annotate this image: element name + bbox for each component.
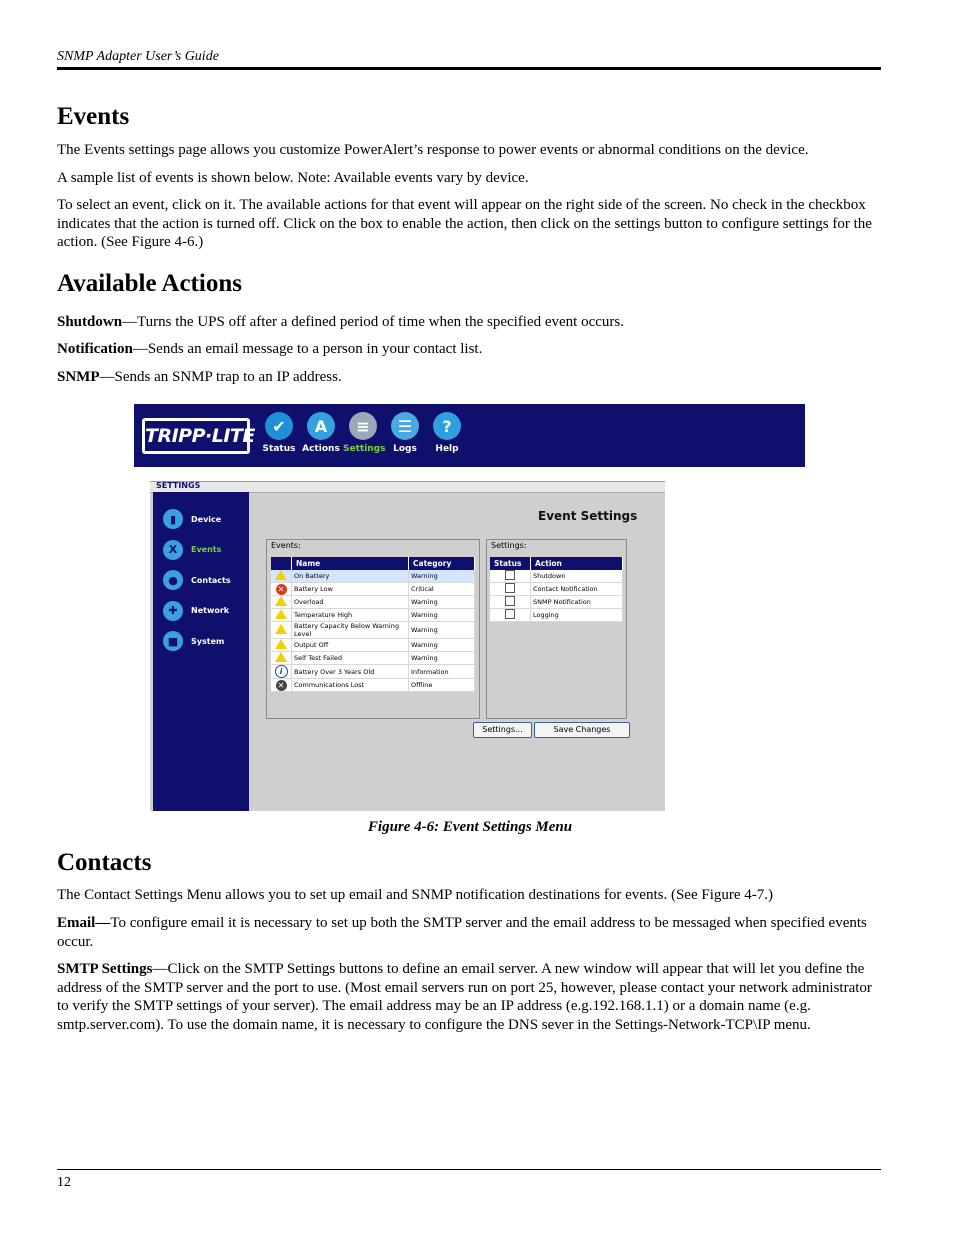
snmp-term: SNMP: [57, 369, 100, 385]
event-category: Warning: [409, 596, 475, 609]
network-icon: ✚: [163, 601, 183, 621]
event-icon-cell: [271, 679, 292, 692]
notification-text: —Sends an email message to a person in your contact list.: [132, 341, 483, 357]
sidebar-item-label: Events: [191, 545, 222, 554]
event-icon-cell: [271, 622, 292, 639]
warning-icon: [275, 652, 287, 662]
notification-term: Notification: [57, 341, 133, 357]
event-row[interactable]: [271, 570, 475, 583]
event-row[interactable]: [271, 622, 475, 639]
settings-sidebar: [153, 492, 249, 811]
event-icon-cell: [271, 652, 292, 665]
settings-icon: ≡: [349, 412, 377, 440]
event-name: Battery Over 3 Years Old: [292, 665, 409, 679]
warning-icon: [275, 570, 287, 580]
events-icon-header: [271, 557, 292, 570]
warning-icon: [275, 624, 287, 634]
sidebar-item-label: System: [191, 636, 225, 646]
action-row: [490, 596, 623, 609]
event-category: Warning: [409, 639, 475, 652]
save-changes-button[interactable]: Save Changes: [534, 722, 630, 738]
event-row[interactable]: [271, 652, 475, 665]
event-name: Self Test Failed: [292, 652, 409, 665]
event-icon-cell: [271, 639, 292, 652]
sidebar-item-contacts[interactable]: [163, 569, 231, 591]
settings-button[interactable]: Settings...: [473, 722, 532, 738]
event-name: Overload: [292, 596, 409, 609]
event-category: Warning: [409, 622, 475, 639]
event-row[interactable]: [271, 639, 475, 652]
footer-rule: [57, 1169, 881, 1170]
sidebar-item-events[interactable]: [163, 539, 221, 561]
info-icon: i: [275, 665, 288, 678]
action-status-cell: [490, 609, 531, 622]
nav-settings[interactable]: [343, 412, 386, 454]
shutdown-term: Shutdown: [57, 314, 123, 330]
email-text: To configure email it is necessary to set up both the SMTP server and the email address to be messaged when specified events occur.: [57, 915, 867, 950]
warning-icon: [275, 609, 287, 619]
contacts-icon: ●: [163, 570, 183, 590]
sidebar-item-network[interactable]: [163, 600, 229, 622]
action-row: [490, 609, 623, 622]
smtp-text: —Click on the SMTP Settings buttons to define an email server. A new window will appear that will let you define the address of the SMTP server and the port to use. (Most email servers run on port 25, however, please contact your network administrator to verify the SMTP settings of your server). The email address may be an IP address (e.g.192.168.1.1) or a domain name (e.g. smtp.server.com). To use the domain name, it is necessary to configure the DNS sever in the Settings-Network-TCP\IP menu.: [57, 961, 872, 1033]
warning-icon: [275, 596, 287, 606]
header-rule: [57, 67, 881, 70]
critical-icon: ✕: [276, 584, 287, 595]
events-table: [271, 557, 475, 692]
sidebar-item-label: Contacts: [191, 575, 231, 585]
action-status-cell: [490, 596, 531, 609]
event-icon-cell: [271, 596, 292, 609]
contacts-paragraph-1: The Contact Settings Menu allows you to set up email and SNMP notification destinations for events. (See Figure 4-7.): [57, 887, 774, 903]
actions-status-header: Status: [490, 557, 531, 570]
logs-icon: ☰: [391, 412, 419, 440]
figure-caption: Figure 4-6: Event Settings Menu: [367, 819, 573, 835]
actions-table: [490, 557, 623, 622]
checkmark-icon: ✔: [265, 412, 293, 440]
nav-label: Logs: [393, 444, 417, 454]
warning-icon: [275, 639, 287, 649]
offline-icon: ✕: [276, 680, 287, 691]
nav-label: Status: [262, 444, 296, 454]
event-category: Warning: [409, 609, 475, 622]
action-checkbox[interactable]: [505, 583, 515, 593]
events-name-header: Name: [292, 557, 409, 570]
snmp-paragraph: [57, 368, 879, 387]
nav-label: Settings: [343, 444, 386, 454]
heading-available-actions: Available Actions: [57, 270, 242, 297]
heading-events: Events: [57, 103, 130, 130]
actions-action-header: Action: [531, 557, 623, 570]
action-checkbox[interactable]: [505, 596, 515, 606]
nav-label: Actions: [302, 444, 340, 454]
event-name: Communications Lost: [292, 679, 409, 692]
event-icon-cell: [271, 570, 292, 583]
event-category: Information: [409, 665, 475, 679]
sidebar-item-device[interactable]: [163, 508, 221, 530]
running-header: SNMP Adapter User’s Guide: [57, 49, 219, 64]
page-number: 12: [57, 1175, 71, 1190]
action-checkbox[interactable]: [505, 609, 515, 619]
events-category-header: Category: [409, 557, 475, 570]
event-category: Critical: [409, 583, 475, 596]
device-icon: ▮: [163, 509, 183, 529]
nav-actions[interactable]: [301, 412, 341, 454]
shutdown-paragraph: [57, 313, 879, 332]
email-term: Email—: [57, 915, 111, 931]
sidebar-item-system[interactable]: [163, 630, 224, 652]
settings-strip-title: SETTINGS: [156, 481, 201, 490]
notification-paragraph: [57, 340, 879, 359]
nav-status[interactable]: [259, 412, 299, 454]
event-settings-title: Event Settings: [538, 509, 638, 523]
action-status-cell: [490, 583, 531, 596]
nav-help[interactable]: [427, 412, 467, 454]
event-row[interactable]: [271, 596, 475, 609]
event-name: Temperature High: [292, 609, 409, 622]
shutdown-text: —Turns the UPS off after a defined period of time when the specified event occurs.: [122, 314, 624, 330]
event-icon-cell: [271, 665, 292, 679]
help-icon: ?: [433, 412, 461, 440]
event-icon-cell: [271, 583, 292, 596]
smtp-term: SMTP Settings: [57, 961, 153, 977]
events-paragraph-2: A sample list of events is shown below. Note: Available events vary by device.: [57, 170, 529, 186]
action-row: [490, 570, 623, 583]
event-name: On Battery: [292, 570, 409, 583]
event-category: Warning: [409, 652, 475, 665]
app-banner: [134, 404, 805, 467]
smtp-paragraph: [57, 960, 879, 1034]
event-icon-cell: [271, 609, 292, 622]
event-row[interactable]: [271, 665, 475, 679]
event-row[interactable]: [271, 679, 475, 692]
settings-group: [486, 539, 627, 719]
events-group: [266, 539, 480, 719]
sidebar-item-label: Network: [191, 606, 230, 615]
nav-label: Help: [435, 444, 459, 454]
email-paragraph: [57, 914, 879, 951]
event-name: Battery Capacity Below Warning Level: [292, 622, 409, 639]
action-name: SNMP Notification: [531, 596, 623, 609]
events-paragraph-3: To select an event, click on it. The available actions for that event will appear on the right side of the screen. No check in the checkbox indicates that the action is turned off. Click on the box to enable the action, then click on the settings button to configure settings for the action. (See Figure 4-6.): [57, 197, 872, 250]
tripp-lite-logo: TRIPP·LITE: [142, 418, 250, 454]
actions-icon: A: [307, 412, 335, 440]
action-row: [490, 583, 623, 596]
events-group-label: Events:: [271, 541, 301, 550]
event-name: Output Off: [292, 639, 409, 652]
event-row[interactable]: [271, 609, 475, 622]
app-body: [150, 481, 665, 811]
action-checkbox[interactable]: [505, 570, 515, 580]
event-category: Warning: [409, 570, 475, 583]
action-name: Logging: [531, 609, 623, 622]
action-name: Shutdown: [531, 570, 623, 583]
system-icon: ■: [163, 631, 183, 651]
events-paragraph-1: The Events settings page allows you customize PowerAlert’s response to power events or abnormal conditions on the device.: [57, 142, 809, 158]
action-name: Contact Notification: [531, 583, 623, 596]
nav-logs[interactable]: [385, 412, 425, 454]
snmp-text: —Sends an SNMP trap to an IP address.: [99, 369, 342, 385]
event-category: Offline: [409, 679, 475, 692]
events-icon: X: [163, 540, 183, 560]
action-status-cell: [490, 570, 531, 583]
sidebar-item-label: Device: [191, 514, 222, 524]
settings-group-label: Settings:: [491, 541, 527, 550]
event-row[interactable]: [271, 583, 475, 596]
heading-contacts: Contacts: [57, 849, 152, 876]
event-name: Battery Low: [292, 583, 409, 596]
